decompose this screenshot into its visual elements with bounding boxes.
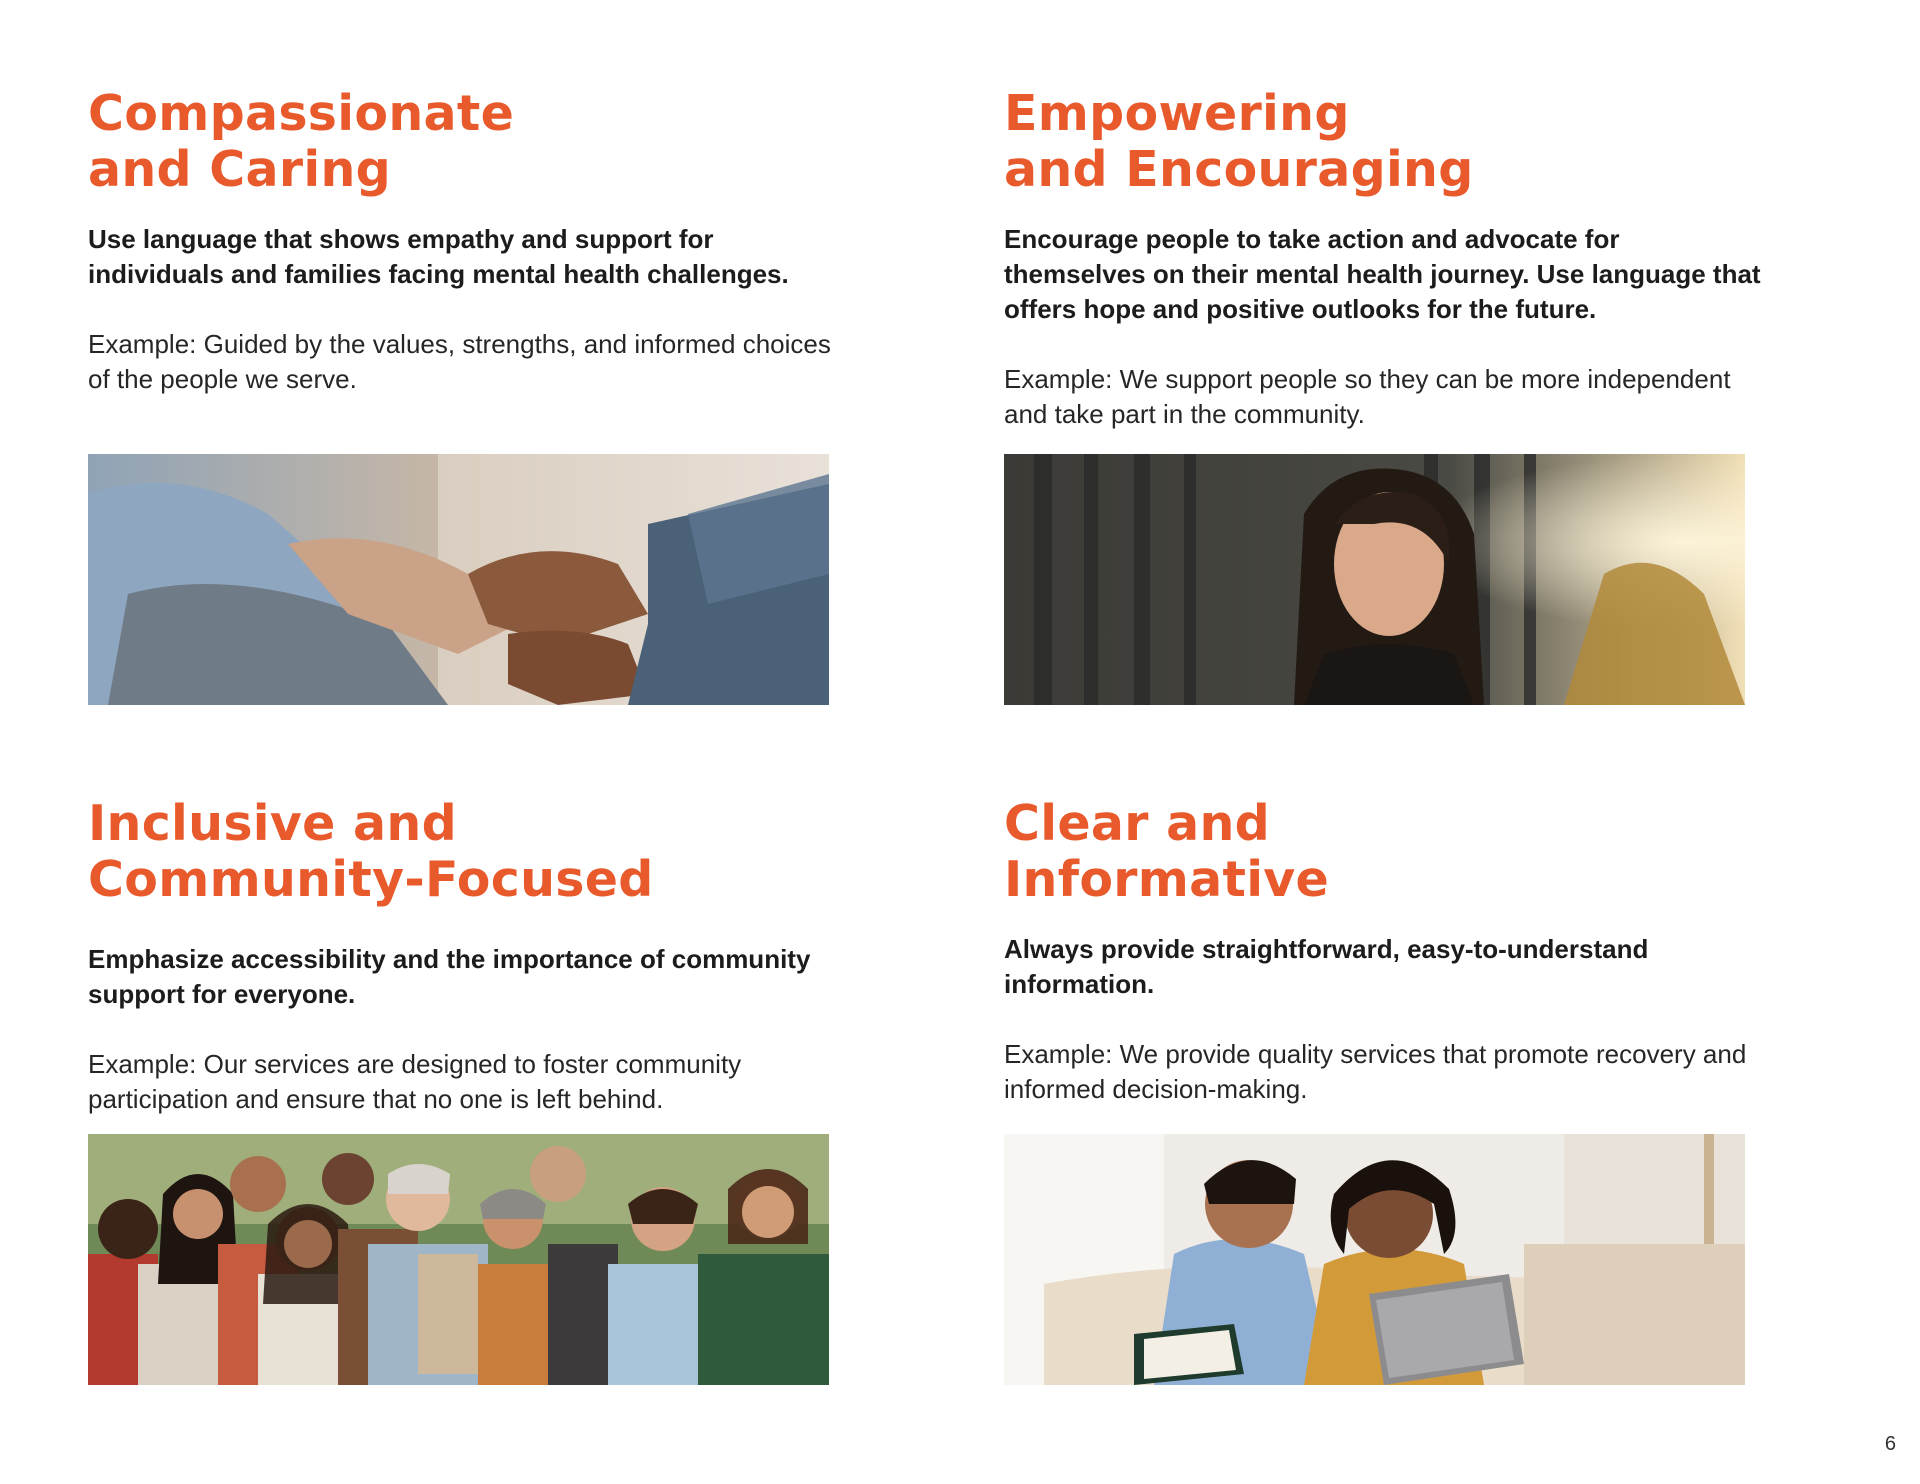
page-number: 6 <box>1884 1433 1896 1455</box>
section-lead: Encourage people to take action and advocate for themselves on their mental health journey. Use language that offers hope and positive outlooks for the future. <box>1004 224 1761 324</box>
woman-looking-up-photo <box>1004 454 1745 705</box>
section-heading <box>1004 86 1764 198</box>
section-example: Example: Our services are designed to foster community participation and ensure that no one is left behind. <box>88 1049 742 1114</box>
section-example: Example: We support people so they can be more independent and take part in the community. <box>1004 364 1731 429</box>
section-example: Example: Guided by the values, strengths, and informed choices of the people we serve. <box>88 329 831 394</box>
section-lead: Always provide straightforward, easy-to-understand information. <box>1004 934 1649 999</box>
section-heading <box>88 86 848 198</box>
couple-reading-photo <box>1004 1134 1745 1385</box>
heading-line: Compassionate <box>88 85 515 142</box>
section-lead: Use language that shows empathy and support for individuals and families facing mental health challenges. <box>88 224 789 289</box>
section-inclusive <box>88 796 848 1117</box>
section-lead: Emphasize accessibility and the importance of community support for everyone. <box>88 944 811 1009</box>
heading-line: Inclusive and <box>88 795 457 852</box>
heading-line: Clear and <box>1004 795 1271 852</box>
heading-line: Informative <box>1004 851 1330 908</box>
section-clear <box>1004 796 1764 1107</box>
section-compassionate <box>88 86 848 397</box>
section-heading <box>1004 796 1764 908</box>
heading-line: Community-Focused <box>88 851 654 908</box>
section-example: Example: We provide quality services that promote recovery and informed decision-making. <box>1004 1039 1747 1104</box>
section-empowering <box>1004 86 1764 432</box>
heading-line: and Encouraging <box>1004 141 1474 198</box>
heading-line: Empowering <box>1004 85 1350 142</box>
heading-line: and Caring <box>88 141 392 198</box>
holding-hands-photo <box>88 454 829 705</box>
section-heading <box>88 796 848 908</box>
diverse-group-photo <box>88 1134 829 1385</box>
